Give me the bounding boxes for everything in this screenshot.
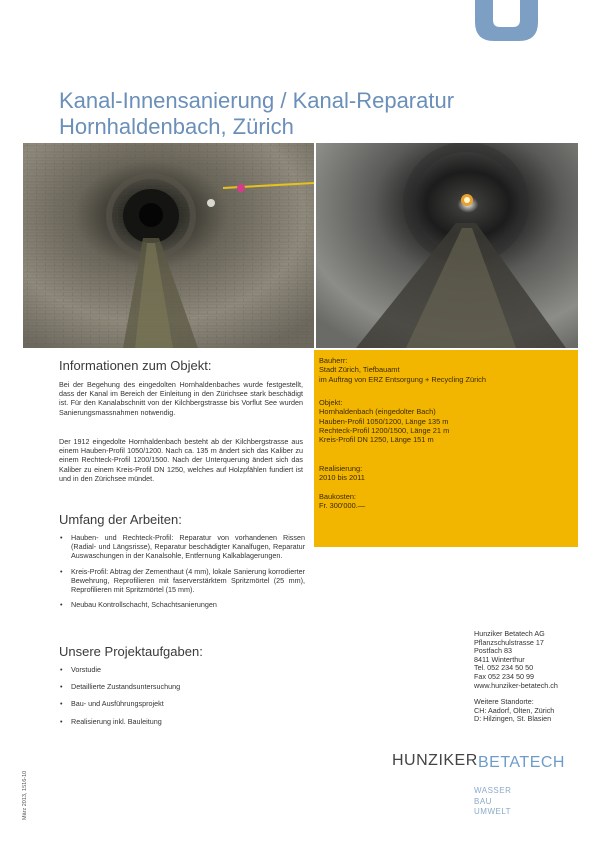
objekt-line: Kreis-Profil DN 1250, Länge 151 m [319,435,434,445]
bullet-icon: • [60,665,63,674]
aufgaben-list [59,665,305,734]
heading-aufgaben: Unsere Projektaufgaben: [59,644,203,659]
objekt-label: Objekt: [319,398,343,407]
tagline-line: BAU [474,796,492,806]
bullet-icon: • [60,566,63,576]
objekt-line: Hornhaldenbach (eingedolter Bach) [319,407,436,417]
bullet-icon: • [60,699,63,709]
tagline-line: WASSER [474,786,512,795]
list-item [59,600,305,609]
list-item-text: Realisierung inkl. Bauleitung [71,716,162,726]
contact-city: 8411 Winterthur [474,654,525,664]
bullet-icon: • [60,600,63,610]
corner-logo-mark [475,0,538,41]
list-item-text: Detaillierte Zustandsuntersuchung [71,682,181,692]
baukosten-value: Fr. 300'000.— [319,501,366,511]
company-tagline [474,786,511,818]
photo-concrete-sewer-tunnel [316,143,578,348]
contact-street: Pflanzschulstrasse 17 [474,637,544,647]
contact-company: Hunziker Betatech AG [474,629,545,638]
baukosten-label: Baukosten: [319,492,356,501]
list-item-text: Neubau Kontrollschacht, Schachtsanierungen [71,600,217,610]
list-item-text: Hauben- und Rechteck-Profil: Reparatur von vorhandenen Rissen (Radial- und Längsrisse), Reparatur beschädigter Kanalfugen, Reparatur Auswaschungen in der Kanalsohle, Entfernung Kalkablagerungen. [71,533,305,561]
logo-text-betatech: BETATECH [478,754,565,770]
photo-brick-sewer-tunnel [23,143,314,348]
umfang-list [59,533,305,615]
bullet-icon: • [60,533,63,542]
other-locations-de: D: Hilzingen, St. Blasien [474,714,552,724]
list-item [59,682,305,691]
list-item [59,699,305,708]
logo-text-hunziker: HUNZIKER [392,752,478,769]
contact-phone: Tel. 052 234 50 50 [474,663,534,673]
list-item-text: Bau- und Ausführungsprojekt [71,699,164,709]
list-item-text: Kreis-Profil: Abtrag der Zementhaut (4 mm), lokale Sanierung korrodierter Bewehrung, Reprofilieren mit faserverstärktem Spritzmörtel (25 mm), Reprofilieren mit Spritzmörtel (15 mm). [71,566,305,595]
contact-pobox: Postfach 83 [474,646,512,656]
list-item [59,567,305,595]
info-paragraph-1: Bei der Begehung des eingedolten Hornhaldenbaches wurde festgestellt, dass der Kanal im Bereich der Einleitung in den Zürichsee stark beschädigt ist. Für den Kanalabschnitt von der Kilchbergstrasse bis Vorflut See wurden Sanierungsmassnahmen notwendig. [59,380,303,417]
hunziker-betatech-logo [392,750,577,770]
other-locations-ch: CH: Aadorf, Olten, Zürich [474,705,555,715]
bauherr-group [319,356,486,384]
bauherr-line: Stadt Zürich, Tiefbauamt [319,365,400,375]
objekt-line: Hauben-Profil 1050/1200, Länge 135 m [319,416,449,426]
list-item [59,717,305,726]
list-item [59,665,305,674]
document-code [22,760,32,820]
realisierung-value: 2010 bis 2011 [319,473,365,483]
contact-fax: Fax 052 234 50 99 [474,671,534,681]
bullet-icon: • [60,716,63,726]
bauherr-line: im Auftrag von ERZ Entsorgung + Recycling Zürich [319,374,486,384]
project-facts-box [314,350,578,547]
baukosten-group [319,492,365,511]
realisierung-group [319,464,365,483]
objekt-line: Rechteck-Profil 1200/1500, Länge 21 m [319,425,450,435]
objekt-group [319,398,449,444]
info-paragraph-2: Der 1912 eingedolte Hornhaldenbach besteht ab der Kilchbergstrasse aus einem Hauben-Profil 1050/1200. Nach ca. 135 m ändert sich das Kaliber zu einem Rechteck-Profil 1200/1500. Nach der Unterquerung ändert sich das Kaliber zu einem Kreis-Profil DN 1250, welches auf Holzpfählen fundiert ist und in den Zürichsee mündet. [59,437,303,483]
realisierung-label: Realisierung: [319,464,363,473]
tagline-line: UMWELT [474,807,512,816]
page-title [59,88,454,140]
list-item [59,533,305,561]
heading-info: Informationen zum Objekt: [59,358,212,373]
list-item-text: Vorstudie [71,665,101,674]
company-contact [474,630,584,724]
heading-umfang: Umfang der Arbeiten: [59,512,182,527]
other-locations-label: Weitere Standorte: [474,697,534,707]
bullet-icon: • [60,682,63,692]
bauherr-label: Bauherr: [319,356,348,365]
document-code-text: März 2013, 1516-10 [22,770,28,820]
contact-website[interactable]: www.hunziker-betatech.ch [474,680,558,690]
title-line-1: Kanal-Innensanierung / Kanal-Reparatur [59,88,455,113]
title-line-2: Hornhaldenbach, Zürich [59,114,294,139]
